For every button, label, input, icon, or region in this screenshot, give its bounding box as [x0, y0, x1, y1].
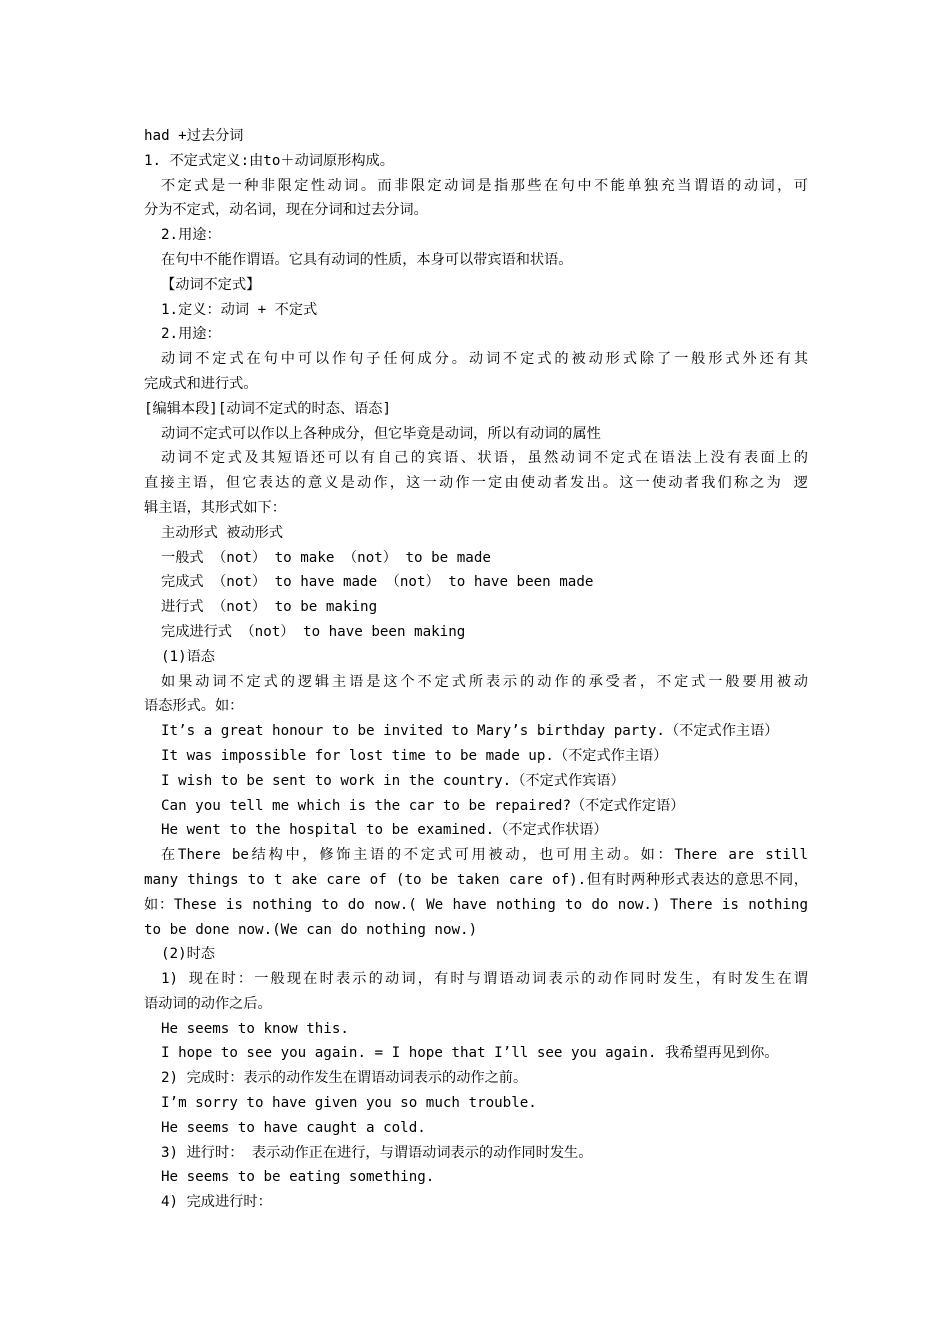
example-sentence: It’s a great honour to be invited to Mary’s birthday party.（不定式作主语） [161, 723, 779, 740]
text-line: 在句中不能作谓语。它具有动词的性质，本身可以带宾语和状语。 [161, 251, 573, 268]
text-line: 4) 完成进行时： [161, 1194, 272, 1211]
example-sentence: I’m sorry to have given you so much trouble. [161, 1095, 537, 1112]
paragraph-line: 动词不定式及其短语还可以有自己的宾语、状语，虽然动词不定式在语法上没有表面上的 [161, 450, 808, 467]
section-heading: 【动词不定式】 [161, 276, 261, 293]
paragraph-line: to be done now.(We can do nothing now.) [144, 921, 478, 938]
text-line: 2.用途： [161, 227, 221, 244]
paragraph-line: 如：These is nothing to do now.( We have nothing to do now.) There is nothing [144, 896, 808, 913]
subheading: (1)语态 [161, 648, 215, 665]
form-table-row: 进行式 （not） to be making [161, 599, 378, 616]
form-table-row: 完成进行式 （not） to have been making [161, 623, 466, 640]
paragraph-line: 直接主语，但它表达的意义是动作，这一动作一定由使动者发出。这一使动者我们称之为 逻 [144, 475, 808, 492]
form-table-row: 完成式 （not） to have made （not） to have been made [161, 574, 594, 591]
paragraph-line: 如果动词不定式的逻辑主语是这个不定式所表示的动作的承受者，不定式一般要用被动 [161, 673, 808, 690]
example-sentence: I hope to see you again. = I hope that I’ll see you again. 我希望再见到你。 [161, 1045, 779, 1062]
paragraph-line: 语态形式。如： [144, 698, 244, 715]
paragraph-line: 辑主语，其形式如下： [144, 499, 286, 516]
paragraph-line: 在There be结构中，修饰主语的不定式可用被动，也可用主动。如：There are still [161, 847, 808, 864]
example-sentence: He seems to be eating something. [161, 1169, 435, 1186]
paragraph-line: 语动词的动作之后。 [144, 995, 272, 1012]
text-line: 2.用途： [161, 326, 221, 343]
text-line: 1. 不定式定义:由to＋动词原形构成。 [144, 152, 394, 169]
document-body [144, 124, 808, 1215]
paragraph-line: 不定式是一种非限定性动词。而非限定动词是指那些在句中不能单独充当谓语的动词，可 [161, 177, 808, 194]
paragraph-line: 完成式和进行式。 [144, 375, 258, 392]
example-sentence: He went to the hospital to be examined.（不定式作状语） [161, 822, 608, 839]
text-line: 3) 进行时： 表示动作正在进行，与谓语动词表示的动作同时发生。 [161, 1144, 593, 1161]
example-sentence: He seems to have caught a cold. [161, 1119, 426, 1136]
text-line: 2) 完成时：表示的动作发生在谓语动词表示的动作之前。 [161, 1070, 528, 1087]
text-line: 动词不定式可以作以上各种成分，但它毕竟是动词，所以有动词的属性 [161, 425, 601, 442]
example-sentence: He seems to know this. [161, 1020, 349, 1037]
form-table-header: 主动形式 被动形式 [161, 524, 284, 541]
text-line: 1.定义：动词 + 不定式 [161, 301, 318, 318]
paragraph-line: 分为不定式，动名词，现在分词和过去分词。 [144, 202, 428, 219]
example-sentence: It was impossible for lost time to be made up.（不定式作主语） [161, 747, 668, 764]
text-line: had +过去分词 [144, 128, 244, 144]
example-sentence: Can you tell me which is the car to be repaired?（不定式作定语） [161, 797, 685, 814]
form-table-row: 一般式 （not） to make （not） to be made [161, 549, 491, 566]
paragraph-line: 1) 现在时：一般现在时表示的动词，有时与谓语动词表示的动作同时发生，有时发生在谓 [161, 971, 808, 988]
example-sentence: I wish to be sent to work in the country.（不定式作宾语） [161, 772, 625, 789]
section-heading: [编辑本段][动词不定式的时态、语态] [144, 400, 391, 417]
paragraph-line: many things to t ake care of (to be taken care of).但有时两种形式表达的意思不同， [144, 871, 808, 888]
paragraph-line: 动词不定式在句中可以作句子任何成分。动词不定式的被动形式除了一般形式外还有其 [161, 351, 808, 368]
subheading: (2)时态 [161, 946, 215, 963]
